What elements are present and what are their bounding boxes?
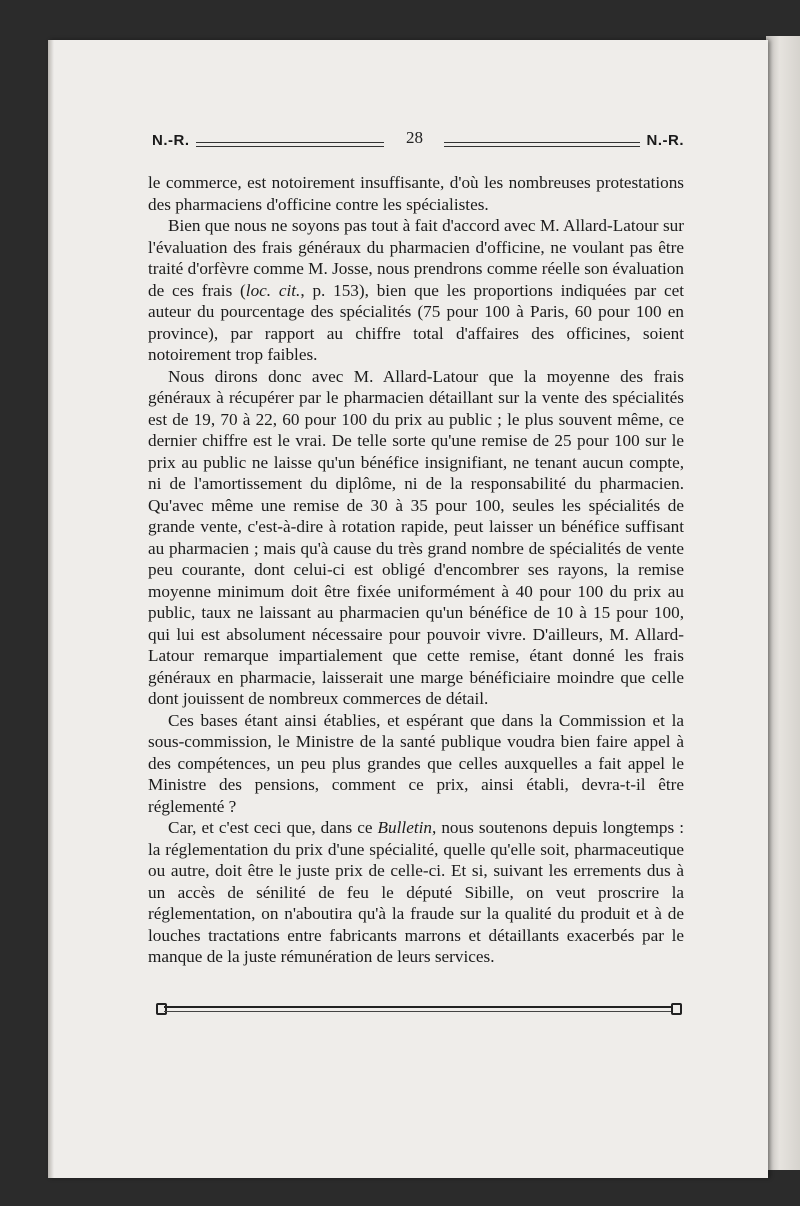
header-rule-right [444,142,640,147]
footer-rule [156,1003,682,1015]
page-gutter-shadow [48,40,54,1178]
running-header [148,128,684,156]
paragraph-5 [148,817,684,968]
paragraph-5-title: Bulletin [377,818,432,837]
paragraph-2-citation: loc. cit. [245,280,301,300]
paragraph-3: Nous dirons donc avec M. Allard-Latour que la moyenne des frais généraux à récupérer par le pharmacien détaillant sur la vente des spécialités est de 19, 70 à 22, 60 pour 100 du prix au public ; le plus souvent même, ce dernier chiffre est le vrai. De telle sorte qu'une remise de 25 pour 100 sur le prix au public ne laisse qu'un bénéfice insignifiant, ne tenant aucun compte, ni de l'amortissement du diplôme, ni de la responsabilité du pharmacien. Qu'avec même une remise de 30 à 35 pour 100, seules les spécialités de grande vente, c'est-à-dire à rotation rapide, peut laisser un bénéfice suffisant au pharmacien ; mais qu'à cause du très grand nombre de spécialités de vente peu courante, dont celui-ci est obligé d'encombrer ses rayons, la remise moyenne minimum doit être fixée uniformément à 40 pour 100 du prix au public, taux ne laissant au pharmacien qu'un bénéfice de 10 à 15 pour 100, qui lui est absolument nécessaire pour pouvoir vivre. D'ailleurs, M. Allard-Latour remarque impartialement que cette remise, étant donné les frais généraux en pharmacie, laisserait une marge bénéficiaire moindre que celle dont jouissent de nombreux commerces de détail. [148,366,684,708]
paragraph-2 [148,215,684,366]
footer-rule-line [164,1006,674,1012]
page-number: 28 [406,128,423,147]
paragraph-1: le commerce, est notoirement insuffisante, d'où les nombreuses protestations des pharmaciens d'officine contre les spécialistes. [148,173,684,214]
paragraph-5-text: Car, et c'est ceci que, dans ce [168,818,378,837]
header-rule-left [196,142,384,147]
paragraph-2-text: Bien que nous ne soyons pas tout à fait d'accord avec M. Allard-Latour sur l'évaluation des frais généraux du pharmacien d'officine, ne voulant pas être traité d'orfèvre comme M. Josse, nous prendrons comme réelle son évaluation de ces frais ( [148,216,684,300]
paragraph-4: Ces bases étant ainsi établies, et espérant que dans la Commission et la sous-commission, le Ministre de la santé publique voudra bien faire appel à des compétences, un peu plus grandes que celles auxquelles a fait appel le Ministre des pensions, comment ce prix, ainsi établi, devra-t-il être réglementé ? [148,710,684,816]
footer-rule-cap-right [671,1003,682,1015]
page-body [148,172,684,968]
page-edge [766,36,800,1170]
paragraph-5-text-end: , nous soutenons depuis longtemps : la réglementation du prix d'une spécialité, quelle qu'elle soit, pharmaceutique ou autre, doit être le juste prix de celle-ci. Et si, suivant les errements dus à un accès de sénilité de feu le député Sibille, on veut proscrire la réglementation, on n'aboutira qu'à la fraude sur la qualité du produit et à de louches tractations entre fabricants marrons et détaillants exacerbés par le manque de la juste rémunération de leurs services. [148,818,685,966]
paragraph-2-text-end: , p. 153), bien que les proportions indiquées par cet auteur du pourcentage des spécialités (75 pour 100 à Paris, 60 pour 100 en province), par rapport au chiffre total d'affaires des officines, soient notoirement trop faibles. [148,280,685,364]
header-right-mark: N.-R. [646,132,684,149]
header-left-mark: N.-R. [152,132,190,149]
